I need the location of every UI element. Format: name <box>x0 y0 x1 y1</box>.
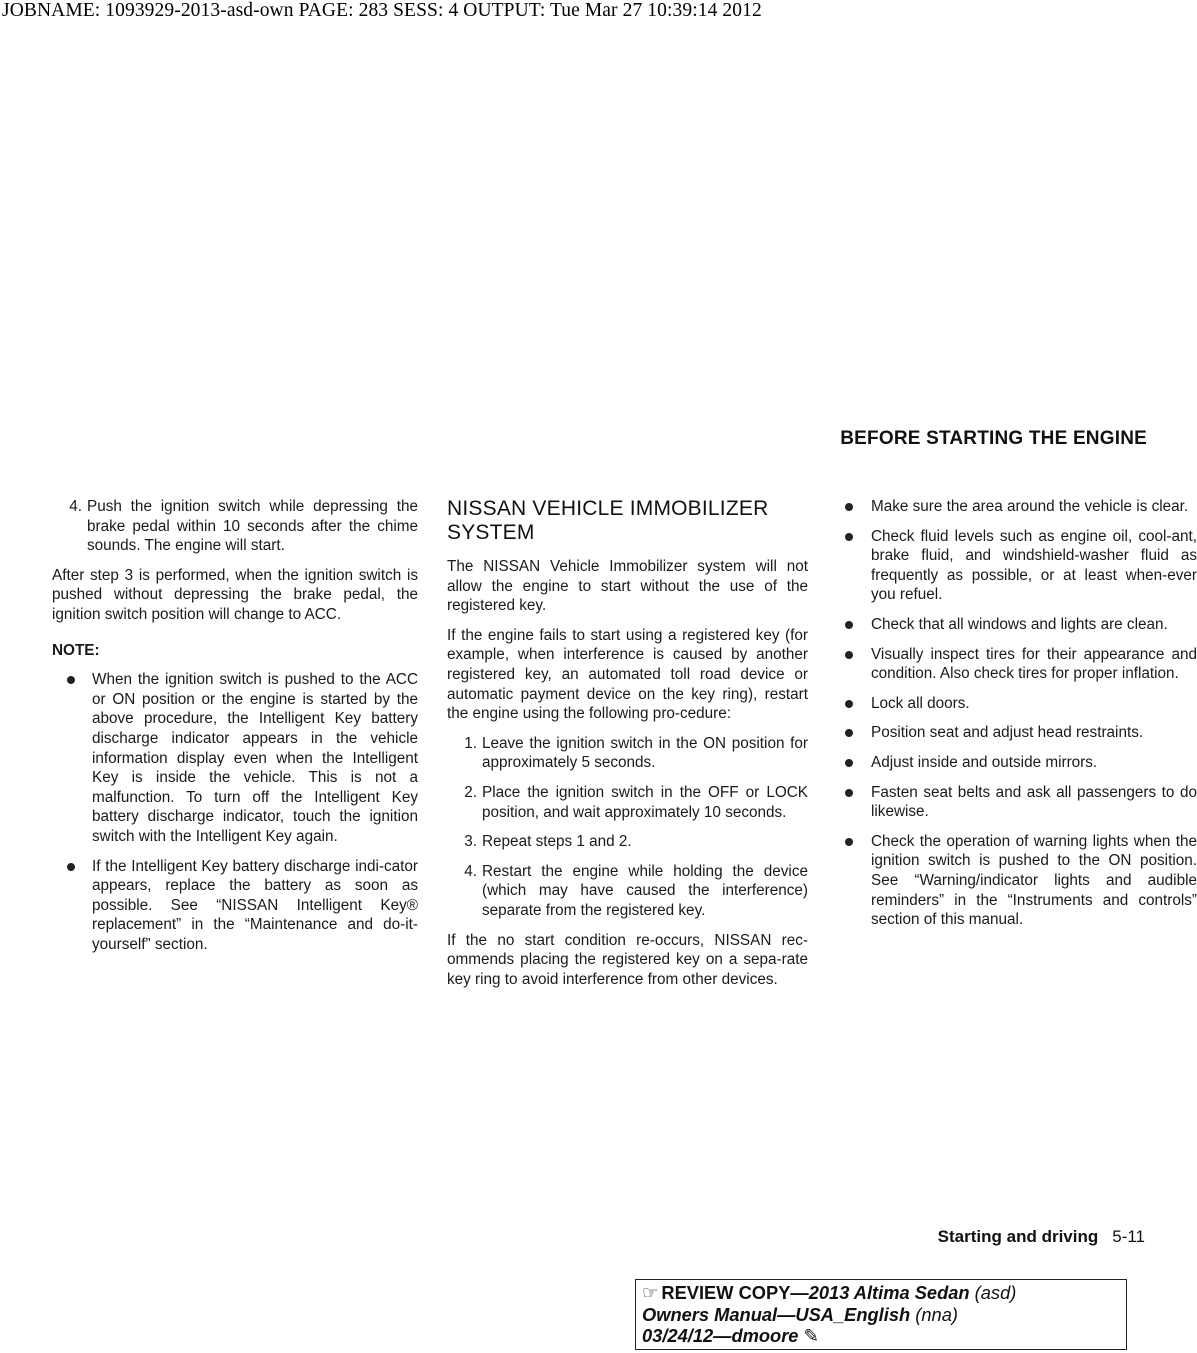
bullet-icon <box>845 789 853 797</box>
checklist-text: Adjust inside and outside mirrors. <box>871 753 1098 771</box>
step-text: Restart the engine while holding the device (which may have caused the interference) separate from the registered key. <box>482 862 808 919</box>
page-footer <box>938 1227 1145 1247</box>
procedure-step <box>447 862 808 921</box>
step-text: Leave the ignition switch in the ON position for approximately 5 seconds. <box>482 734 808 772</box>
page-number: 5-11 <box>1112 1227 1145 1246</box>
bullet-icon <box>845 838 853 846</box>
note-item <box>52 857 418 955</box>
note-heading: NOTE: <box>52 641 100 659</box>
job-header-line: JOBNAME: 1093929-2013-asd-own PAGE: 283 SESS: 4 OUTPUT: Tue Mar 27 10:39:14 2012 <box>2 0 762 21</box>
procedure-step <box>447 734 808 773</box>
immobilizer-heading: NISSAN VEHICLE IMMOBILIZER SYSTEM <box>447 497 769 544</box>
review-date: 03/24/12—dmoore <box>642 1325 799 1346</box>
bullet-icon <box>845 759 853 767</box>
note-text: When the ignition switch is pushed to the ACC or ON position or the engine is started by the above procedure, the Intelligent Key battery discharge indicator appears in the vehicle information display even when the Intelligent Key is inside the vehicle. This is not a malfunction. To turn off the Intelligent Key battery discharge indicator, touch the ignition switch with the Intelligent Key again. <box>92 671 418 845</box>
bullet-icon <box>845 700 853 708</box>
column-1 <box>52 497 418 964</box>
step-number: 4. <box>464 862 477 880</box>
checklist-text: Check the operation of warning lights when the ignition switch is pushed to the ON position. See “Warning/indicator lights and audible reminders” in the “Instruments and controls” section of this manual. <box>871 832 1197 929</box>
bullet-icon <box>67 676 75 684</box>
section-title: BEFORE STARTING THE ENGINE <box>840 428 1147 449</box>
model-name: 2013 Altima Sedan <box>808 1282 970 1303</box>
pencil-hand-icon: ✎ <box>803 1325 819 1346</box>
checklist-text: Fasten seat belts and ask all passengers to do likewise. <box>871 783 1197 821</box>
bullet-icon <box>67 863 75 871</box>
bullet-icon <box>845 503 853 511</box>
note-text: If the Intelligent Key battery discharge indi-cator appears, replace the battery as soon as possible. See “NISSAN Intelligent Key® replacement” in the “Maintenance and do-it-yourself” section. <box>92 857 418 953</box>
immobilizer-fails: If the engine fails to start using a registered key (for example, when interference is caused by another registered key, an automated toll road device or automatic payment device on the key ring), restart the engine using the following pro-cedure: <box>447 626 808 723</box>
step-text: Repeat steps 1 and 2. <box>482 833 632 851</box>
model-code: (asd) <box>974 1282 1017 1303</box>
column-2 <box>447 497 808 999</box>
step-text: Push the ignition switch while depressing the brake pedal within 10 seconds after the chime sounds. The engine will start. <box>87 498 418 555</box>
immobilizer-intro: The NISSAN Vehicle Immobilizer system will not allow the engine to start without the use of the registered key. <box>447 558 808 615</box>
procedure-step <box>447 832 808 852</box>
note-list <box>52 670 418 954</box>
checklist-text: Position seat and adjust head restraints. <box>871 724 1144 742</box>
note-item <box>52 670 418 846</box>
immobilizer-recur: If the no start condition re-occurs, NISSAN rec-ommends placing the registered key on a sepa-rate key ring to avoid interference from other devices. <box>447 931 808 988</box>
bullet-icon <box>845 621 853 629</box>
step-number: 2. <box>464 783 477 801</box>
checklist-item <box>845 694 1197 714</box>
continued-steps <box>52 497 418 556</box>
checklist-item <box>845 723 1197 743</box>
checklist-text: Lock all doors. <box>871 694 970 712</box>
checklist-text: Visually inspect tires for their appearance and condition. Also check tires for proper inflation. <box>871 645 1197 683</box>
column-3 <box>845 497 1197 940</box>
review-copy-label: REVIEW COPY— <box>661 1282 809 1303</box>
bullet-icon <box>845 533 853 541</box>
bullet-icon <box>845 651 853 659</box>
checklist <box>845 497 1197 930</box>
checklist-text: Make sure the area around the vehicle is clear. <box>871 498 1189 515</box>
step-number: 3. <box>464 833 477 851</box>
checklist-text: Check that all windows and lights are clean. <box>871 615 1168 633</box>
checklist-item <box>845 753 1197 773</box>
bullet-icon <box>845 729 853 737</box>
footer-section-name: Starting and driving <box>937 1227 1099 1246</box>
checklist-item <box>845 832 1197 930</box>
checklist-item <box>845 497 1197 517</box>
restart-procedure <box>447 734 808 921</box>
pointing-hand-icon: ☞ <box>642 1282 659 1303</box>
review-line-3 <box>642 1325 1120 1347</box>
review-line-1 <box>642 1282 1120 1304</box>
checklist-text: Check fluid levels such as engine oil, cool-ant, brake fluid, and windshield-washer fluid as frequently as possible, or at least when-ever you refuel. <box>871 527 1197 604</box>
after-step-paragraph: After step 3 is performed, when the ignition switch is pushed without depressing the brake pedal, the ignition switch position will change to ACC. <box>52 566 418 623</box>
checklist-item <box>845 645 1197 684</box>
review-line-2 <box>642 1304 1120 1326</box>
procedure-step <box>447 783 808 822</box>
step-text: Place the ignition switch in the OFF or LOCK position, and wait approximately 10 seconds. <box>482 783 808 821</box>
checklist-item <box>845 783 1197 822</box>
checklist-item <box>845 527 1197 605</box>
checklist-item <box>845 615 1197 635</box>
manual-code: (nna) <box>915 1303 958 1325</box>
step-number: 1. <box>464 734 477 752</box>
review-copy-box <box>635 1279 1127 1350</box>
step-item <box>52 497 418 556</box>
manual-name: Owners Manual—USA_English <box>642 1303 911 1325</box>
step-number: 4. <box>69 498 82 515</box>
